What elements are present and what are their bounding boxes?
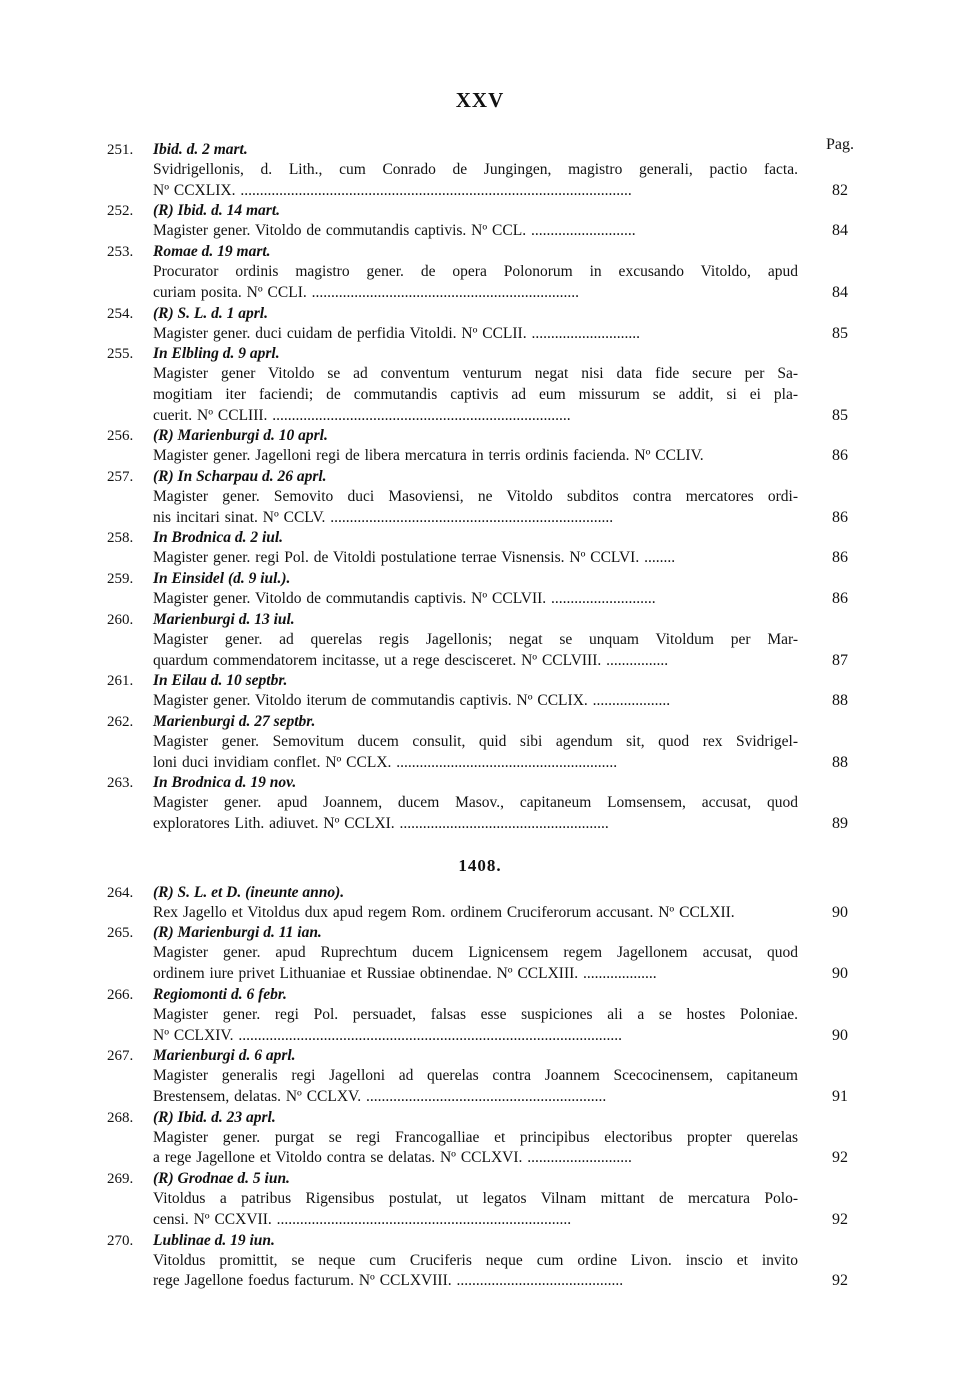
summary-line: Magister gener. Semovito duci Masoviensi, ne Vitoldo subditos contra mercatores ordi-: [153, 488, 798, 506]
summary-line: Magister gener. duci cuidam de perfidia Vitoldi. Nº CCLII. ............................: [153, 324, 640, 342]
entry-heading: [0, 773, 960, 793]
entry-summary: [153, 732, 798, 773]
entry-number: 264.: [107, 884, 134, 901]
entry-heading: [0, 1169, 960, 1189]
summary-line: Procurator ordinis magistro gener. de opera Polonorum in excusando Vitoldo, apud: [153, 263, 798, 281]
entry-heading: [0, 426, 960, 446]
entry-number: 268.: [107, 1109, 134, 1126]
entry-number: 255.: [107, 346, 134, 363]
entry-number: 262.: [107, 713, 134, 730]
regest-entry: [0, 1231, 960, 1292]
summary-line: quardum commendatorem incitasse, ut a rege descisceret. Nº CCLVIII. ................: [153, 651, 669, 669]
regest-entry: [0, 140, 960, 201]
page-reference: 85: [832, 406, 848, 424]
entry-place-date: In Brodnica d. 2 iul.: [153, 529, 284, 547]
regest-entry: [0, 1046, 960, 1107]
summary-line: Magister gener. Vitoldo de commutandis captivis. Nº CCLVII. ...........................: [153, 590, 656, 608]
entry-place-date: (R) Marienburgi d. 11 ian.: [153, 924, 322, 942]
page-reference: 87: [832, 651, 848, 669]
regest-entry: [0, 569, 960, 610]
regest-entry: [0, 985, 960, 1046]
summary-line: Magister gener. Semovitum ducem consulit, quid sibi agendum sit, quod rex Svidrigel-: [153, 732, 798, 750]
entry-place-date: (R) S. L. et D. (ineunte anno).: [153, 883, 345, 901]
entry-place-date: Marienburgi d. 6 aprl.: [153, 1047, 296, 1065]
regest-entry: [0, 467, 960, 528]
entry-heading: [0, 985, 960, 1005]
regest-entry: [0, 883, 960, 924]
regest-entry: [0, 426, 960, 467]
entry-heading: [0, 671, 960, 691]
entry-heading: [0, 883, 960, 903]
entry-place-date: Marienburgi d. 13 iul.: [153, 610, 295, 628]
regest-entry: [0, 344, 960, 426]
summary-line: ordinem iure privet Lithuaniae et Russiae obtinendae. Nº CCLXIII. ...................: [153, 965, 657, 983]
page-reference: 88: [832, 692, 848, 710]
entry-summary: [153, 262, 798, 303]
regest-entry: [0, 671, 960, 712]
entry-number: 253.: [107, 244, 134, 261]
entry-heading: [0, 923, 960, 943]
regest-entry: [0, 1108, 960, 1169]
entry-number: 259.: [107, 571, 134, 588]
summary-line: nis incitari sinat. Nº CCLV. .........................................................................: [153, 508, 614, 526]
entry-place-date: Ibid. d. 2 mart.: [153, 141, 248, 158]
page-reference: 86: [832, 549, 848, 567]
page-reference: 92: [832, 1149, 848, 1167]
summary-line: Vitoldus a patribus Rigensibus postulat, ut legatos Vilnam mittant de mercatura Polo-: [153, 1190, 798, 1208]
entry-number: 266.: [107, 986, 134, 1003]
entry-place-date: (R) S. L. d. 1 aprl.: [153, 304, 268, 322]
entry-number: 260.: [107, 611, 134, 628]
entry-summary: [153, 630, 798, 671]
entry-place-date: In Elbling d. 9 aprl.: [153, 345, 280, 363]
summary-line: Magister gener. Vitoldo de commutandis captivis. Nº CCL. ...........................: [153, 222, 636, 240]
entry-summary: [153, 160, 798, 201]
page-number: XXV: [455, 88, 505, 112]
regest-entry: [0, 923, 960, 984]
regest-entry: [0, 242, 960, 303]
page-reference: 86: [832, 590, 848, 608]
regest-entry: [0, 201, 960, 242]
regest-entry: [0, 304, 960, 345]
entry-summary: [153, 793, 798, 834]
year-heading: 1408.: [458, 855, 502, 875]
entry-place-date: (R) Ibid. d. 23 aprl.: [153, 1108, 276, 1126]
entry-place-date: Regiomonti d. 6 febr.: [153, 985, 287, 1003]
entry-heading: [0, 467, 960, 487]
entry-summary: [153, 487, 798, 528]
entry-number: 269.: [107, 1171, 134, 1188]
entry-number: 251.: [107, 142, 134, 158]
regest-entry: [0, 528, 960, 569]
entry-summary: [153, 589, 798, 610]
summary-line: Magister generalis regi Jagelloni ad querelas contra Joannem Scecocinensem, capitaneum: [153, 1067, 798, 1085]
summary-line: Magister gener. ad querelas regis Jagellonis; negat se unquam Vitoldum per Mar-: [153, 630, 798, 648]
page-reference: 89: [832, 815, 848, 833]
entry-heading: [0, 610, 960, 630]
regest-entry: [0, 712, 960, 773]
entry-place-date: (R) Ibid. d. 14 mart.: [153, 202, 281, 220]
entry-heading: [0, 140, 960, 160]
entry-place-date: In Eilau d. 10 septbr.: [153, 672, 288, 690]
entry-number: 258.: [107, 530, 134, 547]
summary-line: Svidrigellonis, d. Lith., cum Conrado de Jungingen, magistro generali, pactio facta.: [153, 161, 798, 178]
entry-number: 265.: [107, 925, 134, 942]
page-reference: 90: [832, 1026, 848, 1044]
page-reference: 84: [832, 222, 848, 240]
entry-summary: [153, 1128, 798, 1169]
page-reference: 90: [832, 903, 848, 921]
page-reference: 92: [832, 1210, 848, 1228]
summary-line: Magister gener. Vitoldo iterum de commutandis captivis. Nº CCLIX. ....................: [153, 692, 671, 710]
page-reference: 92: [832, 1272, 848, 1290]
summary-line: Nº CCXLIX. .....................................................................................................: [153, 181, 632, 199]
summary-line: Magister gener. apud Ruprechtum ducem Lignicensem regem Jagellonem accusat, quod: [153, 944, 798, 962]
summary-line: Magister gener. regi Pol. de Vitoldi postulatione terrae Visnensis. Nº CCLVI. ........: [153, 549, 676, 567]
entry-number: 263.: [107, 775, 134, 792]
summary-line: mogitiam iter faciendi; de commutandis captivis ad eum missurum se addit, si ei pla-: [153, 385, 798, 403]
entry-place-date: In Brodnica d. 19 nov.: [153, 774, 297, 792]
entry-number: 257.: [107, 469, 134, 486]
entry-heading: [0, 1108, 960, 1128]
entry-number: 252.: [107, 203, 134, 220]
entry-place-date: (R) Marienburgi d. 10 aprl.: [153, 427, 328, 445]
entry-heading: [0, 201, 960, 221]
entry-heading: [0, 242, 960, 262]
summary-line: Nº CCLXIV. ...................................................................................................: [153, 1026, 622, 1044]
page-reference: 82: [832, 181, 848, 199]
entry-heading: [0, 304, 960, 324]
entry-summary: [153, 691, 798, 712]
summary-line: Magister gener. regi Pol. persuadet, falsas esse suspiciones ali a se hostes Poloniae.: [153, 1005, 798, 1023]
entry-summary: [153, 1251, 798, 1292]
entry-place-date: Marienburgi d. 27 septbr.: [153, 712, 316, 730]
summary-line: loni duci invidiam conflet. Nº CCLX. .........................................................: [153, 753, 618, 771]
summary-line: Magister gener. purgat se regi Francogalliae et principibus electoribus propter querelas: [153, 1128, 798, 1146]
page-reference: 86: [832, 508, 848, 526]
summary-line: exploratores Lith. adiuvet. Nº CCLXI. ......................................................: [153, 815, 609, 833]
summary-line: cuerit. Nº CCLIII. .............................................................................: [153, 406, 571, 424]
entry-heading: [0, 344, 960, 364]
entry-summary: [153, 903, 798, 924]
entry-summary: [153, 1005, 798, 1046]
page-reference: 90: [832, 965, 848, 983]
entry-number: 267.: [107, 1048, 134, 1065]
entry-heading: [0, 569, 960, 589]
entry-place-date: Lublinae d. 19 iun.: [153, 1231, 275, 1249]
summary-line: Magister gener. apud Joannem, ducem Masov., capitaneum Lomsensem, accusat, quod: [153, 794, 798, 812]
entry-place-date: In Einsidel (d. 9 iul.).: [153, 570, 291, 588]
page-column-label: Pag.: [826, 136, 854, 153]
entry-summary: [153, 1189, 798, 1230]
entry-summary: [153, 324, 798, 345]
regest-list: [0, 132, 960, 1292]
page-reference: 88: [832, 753, 848, 771]
entry-place-date: Romae d. 19 mart.: [153, 243, 271, 261]
entry-number: 270.: [107, 1232, 134, 1249]
summary-line: Vitoldus promittit, se neque cum Cruciferis neque cum ordine Livon. inscio et invito: [153, 1251, 798, 1269]
entry-summary: [153, 446, 798, 467]
entry-heading: [0, 1046, 960, 1066]
summary-line: Rex Jagello et Vitoldus dux apud regem Rom. ordinem Cruciferorum accusant. Nº CCLXII.: [153, 903, 735, 921]
summary-line: a rege Jagellone et Vitoldo contra se delatas. Nº CCLXVI. ...........................: [153, 1149, 632, 1167]
entry-place-date: (R) In Scharpau d. 26 aprl.: [153, 468, 327, 486]
entry-heading: [0, 712, 960, 732]
page-reference: 91: [832, 1087, 848, 1105]
summary-line: rege Jagellone foedus facturum. Nº CCLXVIII. ...........................................: [153, 1272, 624, 1290]
regest-entry: [0, 610, 960, 671]
entry-summary: [153, 943, 798, 984]
summary-line: curiam posita. Nº CCLI. .....................................................................: [153, 283, 579, 301]
entry-summary: [153, 548, 798, 569]
entry-number: 261.: [107, 673, 134, 690]
page-reference: 84: [832, 283, 848, 301]
summary-line: censi. Nº CCXVII. ............................................................................: [153, 1210, 572, 1228]
page-reference: 86: [832, 447, 848, 465]
entry-heading: [0, 528, 960, 548]
entry-summary: [153, 364, 798, 426]
entry-number: 256.: [107, 428, 134, 445]
entry-number: 254.: [107, 305, 134, 322]
regest-entry: [0, 773, 960, 834]
page-reference: 85: [832, 324, 848, 342]
entry-summary: [153, 221, 798, 242]
entry-summary: [153, 1066, 798, 1107]
entry-heading: [0, 1231, 960, 1251]
entry-place-date: (R) Grodnae d. 5 iun.: [153, 1170, 290, 1188]
summary-line: Brestensem, delatas. Nº CCLXV. ..............................................................: [153, 1087, 607, 1105]
summary-line: Magister gener. Jagelloni regi de libera mercatura in terris ordinis facienda. Nº CCLIV.: [153, 447, 704, 465]
regest-entry: [0, 1169, 960, 1230]
summary-line: Magister gener Vitoldo se ad conventum venturum negat nisi data fide secure per Sa-: [153, 365, 798, 383]
